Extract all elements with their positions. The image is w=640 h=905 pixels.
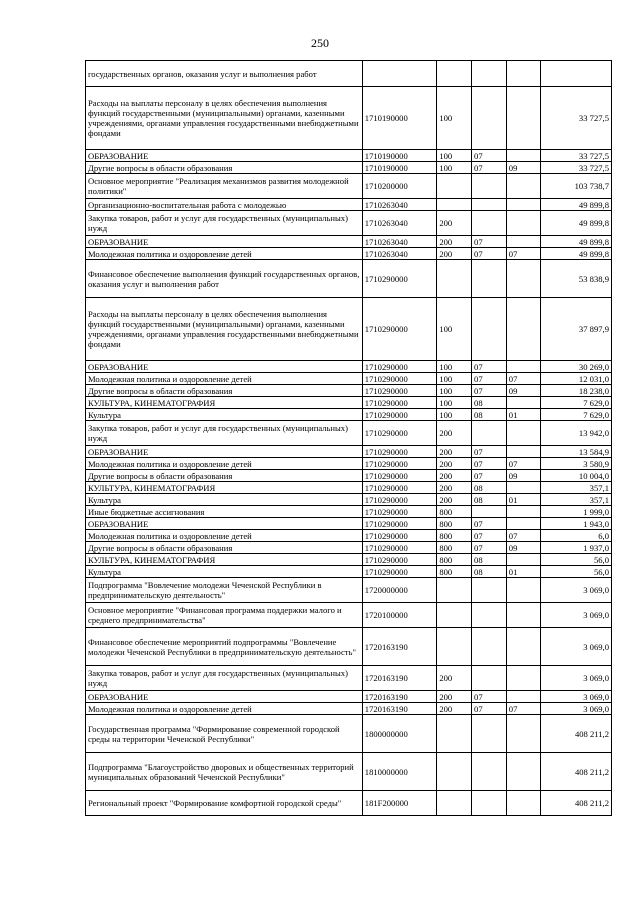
table-row bbox=[86, 87, 612, 150]
section-cell bbox=[472, 715, 507, 753]
expense-type-cell: 100 bbox=[437, 373, 472, 385]
table-row bbox=[86, 260, 612, 298]
table-row bbox=[86, 61, 612, 87]
target-article-cell: 1710290000 bbox=[362, 554, 437, 566]
amount-cell: 33 727,5 bbox=[541, 162, 612, 174]
expense-name-cell: Другие вопросы в области образования bbox=[86, 162, 363, 174]
target-article-cell: 1710290000 bbox=[362, 518, 437, 530]
expense-name-cell: Закупка товаров, работ и услуг для государственных (муниципальных) нужд bbox=[86, 421, 363, 446]
expense-name-cell: Подпрограмма "Благоустройство дворовых и общественных территорий муниципальных образований Чеченской Республики" bbox=[86, 753, 363, 791]
expense-type-cell: 100 bbox=[437, 162, 472, 174]
amount-cell: 49 899,8 bbox=[541, 248, 612, 260]
section-cell: 07 bbox=[472, 458, 507, 470]
table-row bbox=[86, 385, 612, 397]
expense-name-cell: государственных органов, оказания услуг и выполнения работ bbox=[86, 61, 363, 87]
expense-name-cell: Культура bbox=[86, 409, 363, 421]
target-article-cell: 1710290000 bbox=[362, 446, 437, 458]
table-row bbox=[86, 603, 612, 628]
section-cell bbox=[472, 260, 507, 298]
section-cell bbox=[472, 211, 507, 236]
expense-type-cell: 100 bbox=[437, 87, 472, 150]
section-cell: 07 bbox=[472, 373, 507, 385]
table-row bbox=[86, 248, 612, 260]
expense-name-cell: Расходы на выплаты персоналу в целях обеспечения выполнения функций государственными (муниципальными) органами, казенными учреждениями, органами управления государственными внебюджетными фондами bbox=[86, 298, 363, 361]
amount-cell: 33 727,5 bbox=[541, 150, 612, 162]
expense-type-cell: 200 bbox=[437, 458, 472, 470]
expense-type-cell bbox=[437, 715, 472, 753]
target-article-cell: 1710290000 bbox=[362, 397, 437, 409]
subsection-cell bbox=[506, 666, 541, 691]
target-article-cell: 1720163190 bbox=[362, 666, 437, 691]
expense-name-cell: Культура bbox=[86, 566, 363, 578]
subsection-cell bbox=[506, 260, 541, 298]
table-row bbox=[86, 162, 612, 174]
expense-type-cell: 800 bbox=[437, 518, 472, 530]
expense-type-cell: 200 bbox=[437, 236, 472, 248]
expense-type-cell: 200 bbox=[437, 494, 472, 506]
section-cell: 07 bbox=[472, 530, 507, 542]
expense-type-cell bbox=[437, 791, 472, 816]
table-row bbox=[86, 446, 612, 458]
table-row bbox=[86, 691, 612, 703]
expense-type-cell: 200 bbox=[437, 421, 472, 446]
subsection-cell bbox=[506, 211, 541, 236]
amount-cell: 12 031,0 bbox=[541, 373, 612, 385]
expense-type-cell bbox=[437, 753, 472, 791]
section-cell bbox=[472, 603, 507, 628]
amount-cell: 7 629,0 bbox=[541, 409, 612, 421]
section-cell: 07 bbox=[472, 385, 507, 397]
section-cell bbox=[472, 506, 507, 518]
target-article-cell: 1710263040 bbox=[362, 211, 437, 236]
amount-cell: 3 069,0 bbox=[541, 691, 612, 703]
amount-cell: 3 069,0 bbox=[541, 578, 612, 603]
amount-cell: 357,1 bbox=[541, 494, 612, 506]
target-article-cell: 1710290000 bbox=[362, 506, 437, 518]
amount-cell: 1 999,0 bbox=[541, 506, 612, 518]
expense-name-cell: Финансовое обеспечение выполнения функций государственных органов, оказания услуг и выполнения работ bbox=[86, 260, 363, 298]
expense-name-cell: Другие вопросы в области образования bbox=[86, 470, 363, 482]
target-article-cell: 1720163190 bbox=[362, 628, 437, 666]
section-cell: 07 bbox=[472, 248, 507, 260]
table-row bbox=[86, 397, 612, 409]
amount-cell: 3 069,0 bbox=[541, 703, 612, 715]
amount-cell: 53 838,9 bbox=[541, 260, 612, 298]
subsection-cell bbox=[506, 791, 541, 816]
section-cell: 07 bbox=[472, 446, 507, 458]
table-row bbox=[86, 199, 612, 211]
amount-cell: 13 942,0 bbox=[541, 421, 612, 446]
section-cell: 07 bbox=[472, 162, 507, 174]
amount-cell: 56,0 bbox=[541, 554, 612, 566]
section-cell: 07 bbox=[472, 470, 507, 482]
subsection-cell bbox=[506, 421, 541, 446]
subsection-cell bbox=[506, 691, 541, 703]
subsection-cell: 07 bbox=[506, 248, 541, 260]
amount-cell: 408 211,2 bbox=[541, 715, 612, 753]
expense-name-cell: Основное мероприятие "Реализация механизмов развития молодежной политики" bbox=[86, 174, 363, 199]
target-article-cell: 1710290000 bbox=[362, 421, 437, 446]
subsection-cell bbox=[506, 518, 541, 530]
expense-type-cell bbox=[437, 199, 472, 211]
expense-name-cell: ОБРАЗОВАНИЕ bbox=[86, 236, 363, 248]
expense-name-cell: ОБРАЗОВАНИЕ bbox=[86, 518, 363, 530]
subsection-cell: 07 bbox=[506, 373, 541, 385]
expense-name-cell: Культура bbox=[86, 494, 363, 506]
expense-name-cell: Финансовое обеспечение мероприятий подпрограммы "Вовлечение молодежи Чеченской Республики в предпринимательскую деятельность" bbox=[86, 628, 363, 666]
section-cell bbox=[472, 628, 507, 666]
target-article-cell: 1720163190 bbox=[362, 691, 437, 703]
expense-type-cell bbox=[437, 174, 472, 199]
target-article-cell: 1710290000 bbox=[362, 566, 437, 578]
expense-type-cell: 200 bbox=[437, 691, 472, 703]
expense-name-cell: Закупка товаров, работ и услуг для государственных (муниципальных) нужд bbox=[86, 211, 363, 236]
subsection-cell: 09 bbox=[506, 542, 541, 554]
subsection-cell bbox=[506, 753, 541, 791]
amount-cell bbox=[541, 61, 612, 87]
table-row bbox=[86, 554, 612, 566]
target-article-cell: 1720100000 bbox=[362, 603, 437, 628]
table-row bbox=[86, 666, 612, 691]
expense-type-cell: 100 bbox=[437, 361, 472, 373]
amount-cell: 6,0 bbox=[541, 530, 612, 542]
amount-cell: 49 899,8 bbox=[541, 236, 612, 248]
expense-type-cell: 100 bbox=[437, 397, 472, 409]
section-cell: 08 bbox=[472, 554, 507, 566]
section-cell: 07 bbox=[472, 542, 507, 554]
subsection-cell: 09 bbox=[506, 470, 541, 482]
section-cell: 07 bbox=[472, 703, 507, 715]
expense-type-cell: 200 bbox=[437, 482, 472, 494]
expense-type-cell: 200 bbox=[437, 446, 472, 458]
target-article-cell: 1710290000 bbox=[362, 470, 437, 482]
expense-name-cell: Молодежная политика и оздоровление детей bbox=[86, 458, 363, 470]
section-cell: 07 bbox=[472, 518, 507, 530]
subsection-cell bbox=[506, 554, 541, 566]
expense-type-cell: 800 bbox=[437, 566, 472, 578]
subsection-cell bbox=[506, 715, 541, 753]
amount-cell: 408 211,2 bbox=[541, 753, 612, 791]
expense-name-cell: ОБРАЗОВАНИЕ bbox=[86, 150, 363, 162]
expense-name-cell: Региональный проект "Формирование комфортной городской среды" bbox=[86, 791, 363, 816]
table-row bbox=[86, 628, 612, 666]
table-row bbox=[86, 703, 612, 715]
table-row bbox=[86, 494, 612, 506]
subsection-cell: 01 bbox=[506, 566, 541, 578]
target-article-cell: 1710263040 bbox=[362, 248, 437, 260]
table-row bbox=[86, 566, 612, 578]
expense-name-cell: Расходы на выплаты персоналу в целях обеспечения выполнения функций государственными (муниципальными) органами, казенными учреждениями, органами управления государственными внебюджетными фондами bbox=[86, 87, 363, 150]
expense-name-cell: Молодежная политика и оздоровление детей bbox=[86, 703, 363, 715]
amount-cell: 408 211,2 bbox=[541, 791, 612, 816]
expense-type-cell: 200 bbox=[437, 703, 472, 715]
target-article-cell: 1710290000 bbox=[362, 458, 437, 470]
table-row bbox=[86, 373, 612, 385]
expense-type-cell bbox=[437, 61, 472, 87]
amount-cell: 1 943,0 bbox=[541, 518, 612, 530]
target-article-cell: 1710290000 bbox=[362, 482, 437, 494]
expense-name-cell: Молодежная политика и оздоровление детей bbox=[86, 373, 363, 385]
amount-cell: 13 584,9 bbox=[541, 446, 612, 458]
section-cell bbox=[472, 87, 507, 150]
target-article-cell: 181F200000 bbox=[362, 791, 437, 816]
amount-cell: 37 897,9 bbox=[541, 298, 612, 361]
table-row bbox=[86, 361, 612, 373]
subsection-cell bbox=[506, 506, 541, 518]
amount-cell: 56,0 bbox=[541, 566, 612, 578]
amount-cell: 357,1 bbox=[541, 482, 612, 494]
expense-type-cell: 200 bbox=[437, 666, 472, 691]
subsection-cell bbox=[506, 236, 541, 248]
target-article-cell: 1710290000 bbox=[362, 494, 437, 506]
expense-type-cell bbox=[437, 578, 472, 603]
target-article-cell: 1720000000 bbox=[362, 578, 437, 603]
expense-type-cell bbox=[437, 260, 472, 298]
table-row bbox=[86, 409, 612, 421]
section-cell: 08 bbox=[472, 409, 507, 421]
target-article-cell: 1710190000 bbox=[362, 162, 437, 174]
subsection-cell bbox=[506, 397, 541, 409]
section-cell bbox=[472, 753, 507, 791]
target-article-cell: 1710290000 bbox=[362, 385, 437, 397]
subsection-cell: 01 bbox=[506, 409, 541, 421]
subsection-cell bbox=[506, 150, 541, 162]
section-cell: 08 bbox=[472, 566, 507, 578]
expense-type-cell bbox=[437, 603, 472, 628]
expense-type-cell: 100 bbox=[437, 150, 472, 162]
expense-name-cell: ОБРАЗОВАНИЕ bbox=[86, 446, 363, 458]
table-row bbox=[86, 174, 612, 199]
table-row bbox=[86, 791, 612, 816]
table-row bbox=[86, 236, 612, 248]
target-article-cell: 1710290000 bbox=[362, 530, 437, 542]
amount-cell: 10 004,0 bbox=[541, 470, 612, 482]
section-cell bbox=[472, 61, 507, 87]
target-article-cell: 1720163190 bbox=[362, 703, 437, 715]
expense-name-cell: КУЛЬТУРА, КИНЕМАТОГРАФИЯ bbox=[86, 397, 363, 409]
target-article-cell: 1710190000 bbox=[362, 87, 437, 150]
subsection-cell: 01 bbox=[506, 494, 541, 506]
table-row bbox=[86, 211, 612, 236]
section-cell: 08 bbox=[472, 494, 507, 506]
section-cell bbox=[472, 791, 507, 816]
target-article-cell: 1710190000 bbox=[362, 150, 437, 162]
expense-type-cell: 100 bbox=[437, 409, 472, 421]
target-article-cell: 1710290000 bbox=[362, 260, 437, 298]
section-cell: 07 bbox=[472, 236, 507, 248]
target-article-cell: 1710263040 bbox=[362, 199, 437, 211]
target-article-cell: 1710200000 bbox=[362, 174, 437, 199]
table-row bbox=[86, 470, 612, 482]
target-article-cell: 1710290000 bbox=[362, 373, 437, 385]
target-article-cell bbox=[362, 61, 437, 87]
expense-type-cell: 200 bbox=[437, 211, 472, 236]
table-row bbox=[86, 518, 612, 530]
subsection-cell: 09 bbox=[506, 385, 541, 397]
expense-name-cell: Молодежная политика и оздоровление детей bbox=[86, 530, 363, 542]
expense-type-cell: 100 bbox=[437, 385, 472, 397]
expense-name-cell: Подпрограмма "Вовлечение молодежи Чеченской Республики в предпринимательскую деятельность" bbox=[86, 578, 363, 603]
amount-cell: 3 069,0 bbox=[541, 603, 612, 628]
table-row bbox=[86, 530, 612, 542]
section-cell: 07 bbox=[472, 691, 507, 703]
table-row bbox=[86, 458, 612, 470]
target-article-cell: 1800000000 bbox=[362, 715, 437, 753]
target-article-cell: 1710263040 bbox=[362, 236, 437, 248]
expense-type-cell: 800 bbox=[437, 506, 472, 518]
section-cell bbox=[472, 298, 507, 361]
section-cell: 07 bbox=[472, 361, 507, 373]
subsection-cell: 09 bbox=[506, 162, 541, 174]
section-cell bbox=[472, 421, 507, 446]
subsection-cell bbox=[506, 298, 541, 361]
table-row bbox=[86, 421, 612, 446]
expense-name-cell: КУЛЬТУРА, КИНЕМАТОГРАФИЯ bbox=[86, 554, 363, 566]
expense-type-cell: 800 bbox=[437, 530, 472, 542]
amount-cell: 103 738,7 bbox=[541, 174, 612, 199]
expense-type-cell: 800 bbox=[437, 554, 472, 566]
amount-cell: 3 580,9 bbox=[541, 458, 612, 470]
expense-name-cell: Другие вопросы в области образования bbox=[86, 542, 363, 554]
amount-cell: 3 069,0 bbox=[541, 666, 612, 691]
amount-cell: 1 937,0 bbox=[541, 542, 612, 554]
expense-type-cell: 100 bbox=[437, 298, 472, 361]
table-row bbox=[86, 578, 612, 603]
amount-cell: 30 269,0 bbox=[541, 361, 612, 373]
expense-name-cell: Основное мероприятие "Финансовая программа поддержки малого и среднего предпринимательства" bbox=[86, 603, 363, 628]
subsection-cell bbox=[506, 61, 541, 87]
expense-name-cell: Другие вопросы в области образования bbox=[86, 385, 363, 397]
expense-name-cell: ОБРАЗОВАНИЕ bbox=[86, 361, 363, 373]
table-row bbox=[86, 298, 612, 361]
target-article-cell: 1710290000 bbox=[362, 409, 437, 421]
expense-name-cell: Государственная программа "Формирование современной городской среды на территории Чеченской Республики" bbox=[86, 715, 363, 753]
expense-name-cell: Иные бюджетные ассигнования bbox=[86, 506, 363, 518]
expense-type-cell bbox=[437, 628, 472, 666]
section-cell bbox=[472, 666, 507, 691]
amount-cell: 18 238,0 bbox=[541, 385, 612, 397]
amount-cell: 7 629,0 bbox=[541, 397, 612, 409]
expense-name-cell: Молодежная политика и оздоровление детей bbox=[86, 248, 363, 260]
amount-cell: 49 899,8 bbox=[541, 211, 612, 236]
table-row bbox=[86, 150, 612, 162]
subsection-cell bbox=[506, 578, 541, 603]
subsection-cell bbox=[506, 174, 541, 199]
subsection-cell bbox=[506, 446, 541, 458]
subsection-cell bbox=[506, 603, 541, 628]
section-cell: 08 bbox=[472, 397, 507, 409]
amount-cell: 49 899,8 bbox=[541, 199, 612, 211]
amount-cell: 3 069,0 bbox=[541, 628, 612, 666]
subsection-cell bbox=[506, 628, 541, 666]
expense-name-cell: ОБРАЗОВАНИЕ bbox=[86, 691, 363, 703]
table-row bbox=[86, 753, 612, 791]
section-cell bbox=[472, 578, 507, 603]
subsection-cell: 07 bbox=[506, 703, 541, 715]
table-row bbox=[86, 482, 612, 494]
target-article-cell: 1710290000 bbox=[362, 298, 437, 361]
table-row bbox=[86, 715, 612, 753]
subsection-cell bbox=[506, 482, 541, 494]
subsection-cell: 07 bbox=[506, 458, 541, 470]
section-cell: 07 bbox=[472, 150, 507, 162]
expense-type-cell: 200 bbox=[437, 470, 472, 482]
target-article-cell: 1710290000 bbox=[362, 361, 437, 373]
section-cell bbox=[472, 174, 507, 199]
subsection-cell bbox=[506, 361, 541, 373]
target-article-cell: 1810000000 bbox=[362, 753, 437, 791]
subsection-cell bbox=[506, 87, 541, 150]
expense-type-cell: 800 bbox=[437, 542, 472, 554]
expense-type-cell: 200 bbox=[437, 248, 472, 260]
budget-table-body bbox=[86, 61, 612, 816]
amount-cell: 33 727,5 bbox=[541, 87, 612, 150]
budget-table bbox=[85, 60, 612, 816]
expense-name-cell: КУЛЬТУРА, КИНЕМАТОГРАФИЯ bbox=[86, 482, 363, 494]
target-article-cell: 1710290000 bbox=[362, 542, 437, 554]
subsection-cell bbox=[506, 199, 541, 211]
subsection-cell: 07 bbox=[506, 530, 541, 542]
page-number: 250 bbox=[311, 36, 329, 50]
table-row bbox=[86, 542, 612, 554]
expense-name-cell: Организационно-воспитательная работа с молодежью bbox=[86, 199, 363, 211]
table-row bbox=[86, 506, 612, 518]
expense-name-cell: Закупка товаров, работ и услуг для государственных (муниципальных) нужд bbox=[86, 666, 363, 691]
section-cell: 08 bbox=[472, 482, 507, 494]
section-cell bbox=[472, 199, 507, 211]
